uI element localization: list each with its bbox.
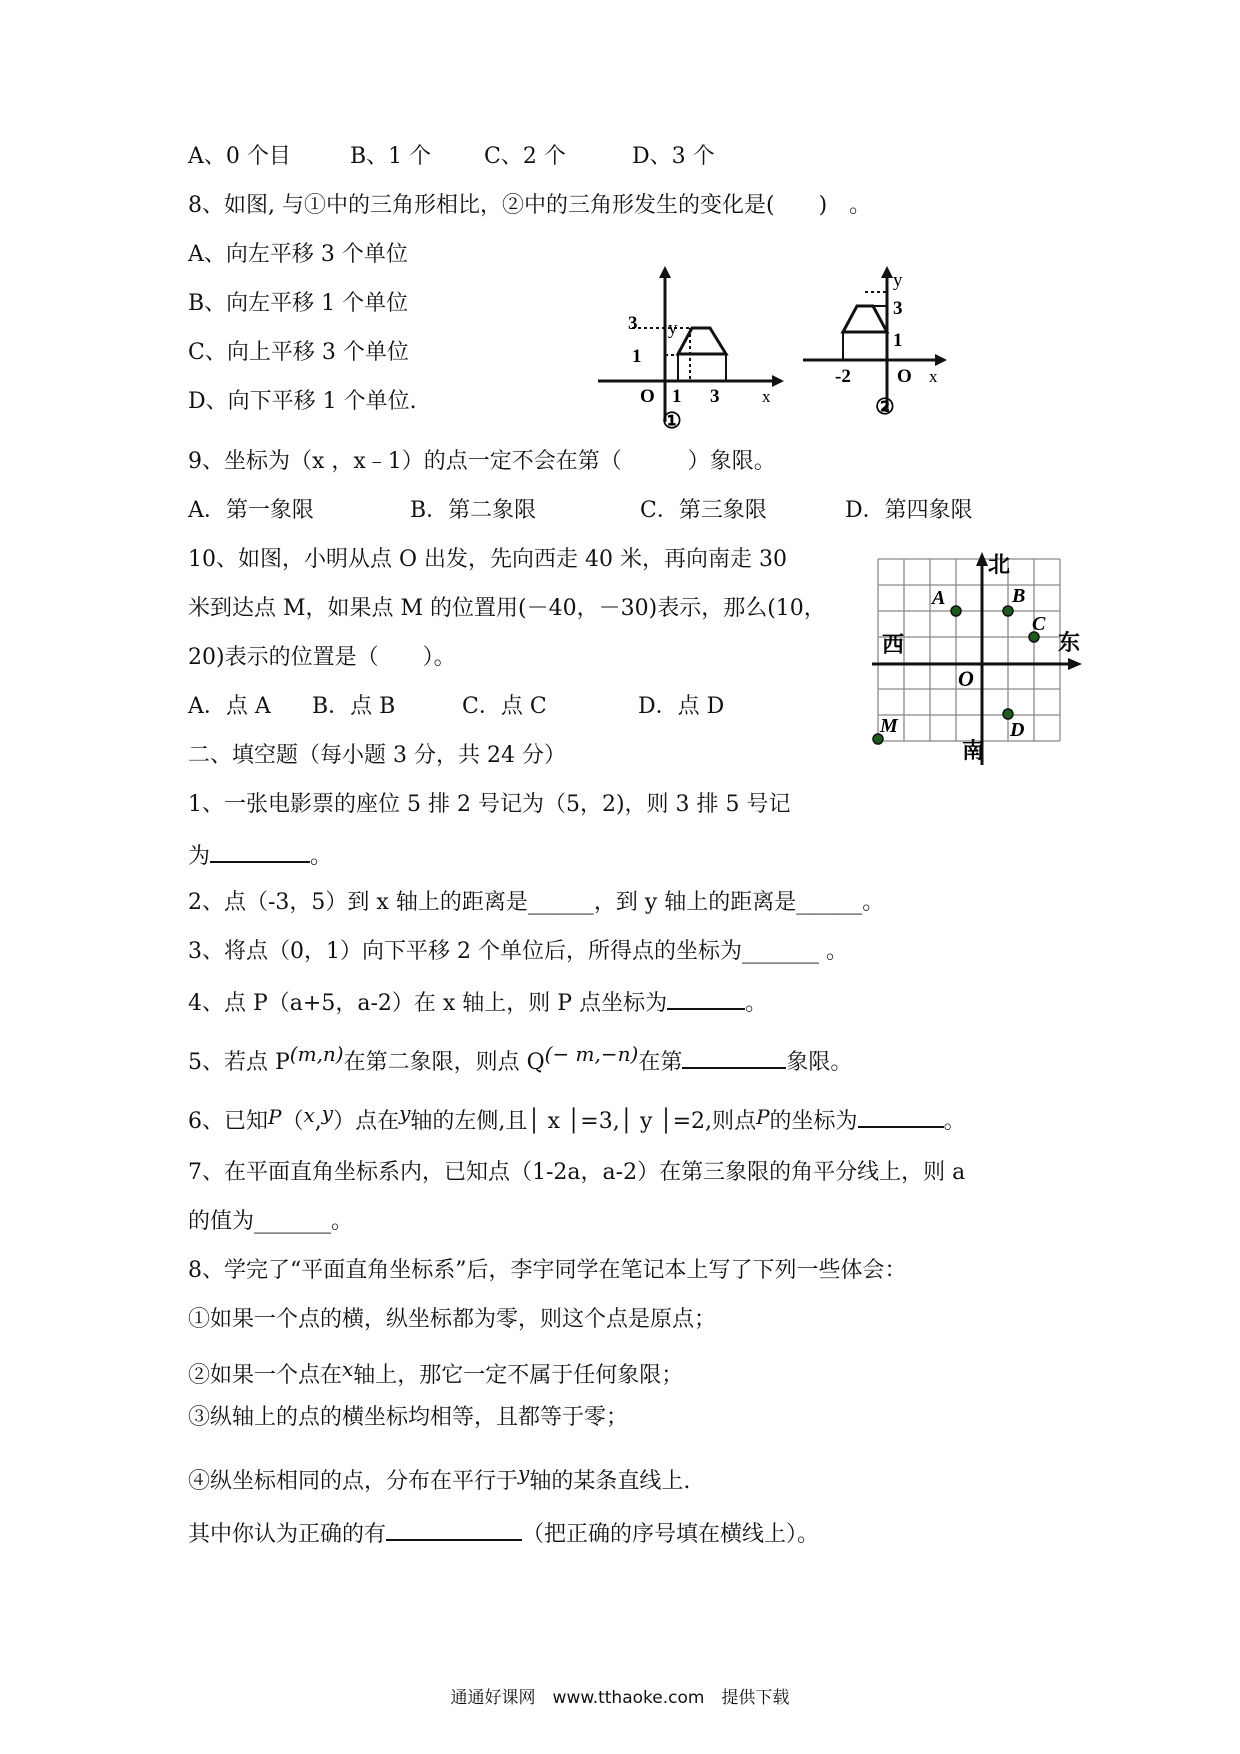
fig1-y-tick-1: 1 [632, 346, 642, 367]
fill-1-line-1: 1、一张电影票的座位 5 排 2 号记为（5，2)，则 3 排 5 号记 [188, 792, 791, 817]
fill-5-text-a: 5、若点 P [188, 1050, 290, 1075]
fill-8-s2-x: x [342, 1357, 354, 1381]
fill-6-text-d: 轴的左侧,且 [410, 1109, 528, 1134]
fill-5-q-coords: (− m,−n) [544, 1042, 639, 1066]
grid-lines [878, 559, 1060, 741]
fill-6-text-c: ）点在 [333, 1109, 400, 1134]
fill-8-s2-a: ②如果一个点在 [188, 1363, 343, 1388]
fill-6-text-f: 的坐标为 [769, 1109, 858, 1134]
fig2-x-label: x [929, 367, 938, 386]
fill-5-p-coords: (m,n) [289, 1042, 344, 1066]
footer: 通通好课网 www.tthaoke.com 提供下载 [450, 1688, 790, 1708]
label-d: D [1010, 719, 1025, 741]
fig1-y-label: y [668, 318, 678, 339]
fill-4-blank[interactable] [667, 986, 745, 1010]
fill-4-end: 。 [745, 991, 768, 1016]
q8-option-b: B、向左平移 1 个单位 [188, 291, 409, 316]
label-b: B [1012, 585, 1026, 607]
fill-8-s4-y: y [518, 1461, 530, 1485]
point-b [1003, 606, 1013, 616]
fig2-y-tick-1: 1 [893, 330, 903, 351]
fig2-y-label: y [893, 270, 903, 291]
q9-option-d: D．第四象限 [845, 498, 973, 523]
fig2-y-tick-3: 3 [893, 298, 903, 319]
q10-line-2: 米到达点 M，如果点 M 的位置用(－40，－30)表示，那么(10， [188, 596, 826, 621]
q8-figure-1 [590, 262, 790, 432]
fill-8-stem: 8、学完了“平面直角坐标系”后，李宇同学在笔记本上写了下列一些体会： [188, 1258, 907, 1283]
q7-option-a: A、0 个目 [188, 144, 291, 169]
fill-7-line-1: 7、在平面直角坐标系内，已知点（1-2a，a-2）在第三象限的角平分线上，则 a [188, 1160, 966, 1185]
q10-option-c: C．点 C [462, 694, 547, 719]
fill-5-text-d: 象限。 [786, 1050, 853, 1075]
q8-option-d: D、向下平移 1 个单位. [188, 389, 417, 414]
q9-option-c: C．第三象限 [640, 498, 767, 523]
fill-1-blank[interactable] [210, 839, 310, 863]
fill-8-statement-1: ①如果一个点的横，纵坐标都为零，则这个点是原点； [188, 1307, 717, 1332]
fill-8-statement-2 [188, 1354, 683, 1391]
fill-8-s2-b: 轴上，那它一定不属于任何象限； [353, 1363, 684, 1388]
fill-8-s4-b: 轴的某条直线上. [529, 1469, 691, 1494]
fill-6-text-e: 则点 [712, 1109, 757, 1134]
fill-6-y: y [321, 1101, 334, 1125]
q7-option-d: D、3 个 [632, 144, 715, 169]
fill-4 [188, 986, 767, 1019]
fill-6-y-axis: y [399, 1101, 411, 1125]
fill-8-statement-4 [188, 1458, 690, 1497]
fill-5-text-b: 在第二象限，则点 Q [343, 1050, 545, 1075]
fill-1-prefix: 为 [188, 844, 211, 869]
q10-option-d: D．点 D [638, 694, 725, 719]
q7-option-b: B、1 个 [350, 144, 432, 169]
fill-8-statement-3: ③纵轴上的点的横坐标均相等，且都等于零； [188, 1405, 629, 1430]
fill-6-p2: P [756, 1105, 770, 1129]
fill-8-s4-a: ④纵坐标相同的点，分布在平行于 [188, 1469, 519, 1494]
q9-option-b: B．第二象限 [410, 498, 537, 523]
fill-6-abs-y: │ y │=2, [619, 1109, 713, 1134]
label-east: 东 [1058, 630, 1081, 655]
fill-5 [188, 1039, 852, 1078]
fill-6 [188, 1098, 966, 1137]
fig1-y-tick-3: 3 [628, 313, 638, 334]
q8-option-c: C、向上平移 3 个单位 [188, 340, 409, 365]
q9-option-a: A．第一象限 [188, 498, 314, 523]
fill-7-line-2: 的值为_______。 [188, 1209, 354, 1234]
fill-8-tail [188, 1517, 819, 1550]
q10-grid-figure [870, 550, 1090, 770]
fill-6-comma: , [314, 1109, 322, 1134]
q8-stem: 8、如图, 与①中的三角形相比，②中的三角形发生的变化是( ) 。 [188, 193, 872, 218]
q10-line-1: 10、如图，小明从点 O 出发，先向西走 40 米，再向南走 30 [188, 547, 787, 572]
fill-8-tail-a: 其中你认为正确的有 [188, 1522, 387, 1547]
section-2-heading: 二、填空题（每小题 3 分，共 24 分） [188, 743, 566, 768]
fill-6-text-a: 6、已知 [188, 1109, 268, 1134]
fill-2: 2、点（-3，5）到 x 轴上的距离是______，到 y 轴上的距离是______。 [188, 890, 885, 915]
fill-5-text-c: 在第 [638, 1050, 683, 1075]
fig1-x-tick-3: 3 [710, 386, 720, 407]
label-m: M [880, 715, 898, 737]
fig1-caption: ① [662, 408, 682, 432]
q10-option-b: B．点 B [312, 694, 396, 719]
point-d [1003, 709, 1013, 719]
fig1-origin-label: O [640, 386, 655, 407]
fill-4-text: 4、点 P（a+5，a-2）在 x 轴上，则 P 点坐标为 [188, 991, 668, 1016]
label-a: A [932, 587, 946, 609]
q9-stem: 9、坐标为（x ，x﹣1）的点一定不会在第（ ）象限。 [188, 449, 776, 474]
label-c: C [1032, 613, 1046, 635]
label-west: 西 [882, 632, 905, 657]
fill-1-line-2 [188, 839, 332, 872]
fill-5-blank[interactable] [682, 1045, 786, 1069]
fill-3: 3、将点（0，1）向下平移 2 个单位后，所得点的坐标为_______ 。 [188, 939, 848, 964]
q8-figure-2 [795, 262, 970, 427]
fill-6-abs-x: │ x │=3, [527, 1109, 620, 1134]
fig1-x-label: x [762, 387, 771, 406]
q10-option-a: A．点 A [188, 694, 271, 719]
fill-6-end: 。 [943, 1109, 966, 1134]
fill-8-blank[interactable] [386, 1517, 522, 1541]
q7-option-c: C、2 个 [484, 144, 566, 169]
fig2-caption: ② [875, 394, 895, 419]
fill-6-p: P [268, 1105, 282, 1129]
fill-1-end: 。 [310, 844, 333, 869]
fill-6-blank[interactable] [858, 1104, 944, 1128]
fig2-x-tick-minus-2: -2 [835, 366, 851, 387]
q8-option-a: A、向左平移 3 个单位 [188, 242, 408, 267]
fig1-x-tick-1: 1 [672, 386, 682, 407]
label-origin: O [958, 666, 974, 691]
fig2-origin-label: O [897, 366, 912, 387]
label-north: 北 [988, 552, 1011, 577]
fill-6-x: x [303, 1103, 315, 1127]
point-a [951, 606, 961, 616]
fill-8-tail-b: （把正确的序号填在横线上）。 [522, 1522, 820, 1547]
q10-line-3: 20)表示的位置是（ ）。 [188, 645, 456, 670]
label-south: 南 [962, 738, 985, 763]
fill-6-open: （ [281, 1109, 304, 1134]
